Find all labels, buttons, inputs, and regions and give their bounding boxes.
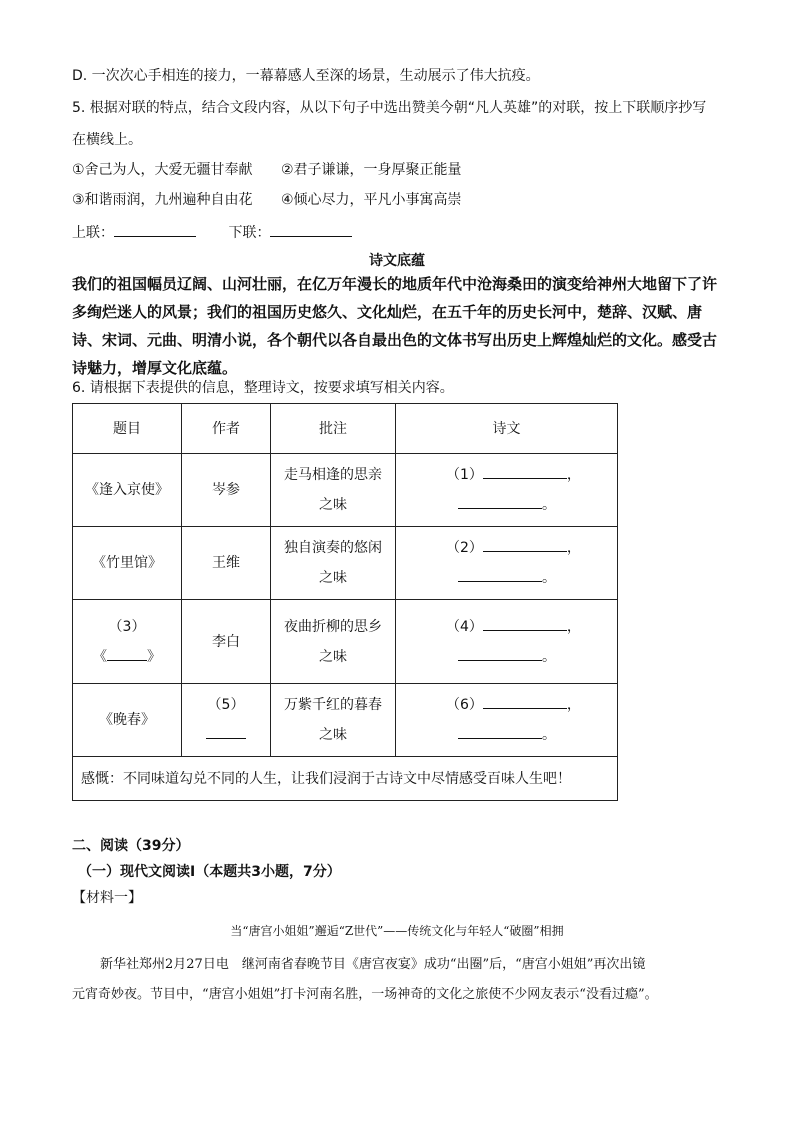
section-title: 诗文底蕴 <box>369 253 425 269</box>
article-body-line2: 元宵奇妙夜。节目中，“唐宫小姐姐”打卡河南名胜，一场神奇的文化之旅使不少网友表示“没看过瘾”。 <box>72 987 658 1002</box>
poem-lines: （2） ， 。 <box>396 527 618 600</box>
upper-couplet-label: 上联： <box>72 225 114 241</box>
poem-note: 独自演奏的悠闲 之味 <box>271 527 396 600</box>
q5-stem-line2: 在横线上。 <box>72 132 142 148</box>
answer-blank-2b[interactable] <box>458 567 542 582</box>
answer-blank-6a[interactable] <box>483 694 567 709</box>
article-body-line1: 新华社郑州2月27日电 继河南省春晚节目《唐宫夜宴》成功“出圈”后，“唐宫小姐姐”再次出镜 <box>100 957 646 972</box>
section-intro: 我们的祖国幅员辽阔、山河壮丽，在亿万年漫长的地质年代中沧海桑田的演变给神州大地留下了许多绚烂迷人的风景；我们的祖国历史悠久、文化灿烂，在五千年的历史长河中，楚辞、汉赋、唐诗、宋词、元曲、明清小说，各个朝代以各自最出色的文体书写出历史上辉煌灿烂的文化。感受古诗魅力，增厚文化底蕴。 <box>72 275 718 377</box>
answer-blank-2a[interactable] <box>483 537 567 552</box>
reading-subheading: （一）现代文阅读Ⅰ（本题共3小题，7分） <box>78 864 341 880</box>
header-title: 题目 <box>73 404 182 454</box>
poem-title: 《晚春》 <box>73 684 182 757</box>
answer-blank-6b[interactable] <box>458 724 542 739</box>
answer-blank-1b[interactable] <box>458 494 542 509</box>
table-row <box>73 684 618 757</box>
poem-author: 李白 <box>182 600 271 684</box>
answer-blank-4a[interactable] <box>483 616 567 631</box>
poem-lines: （4） ， 。 <box>396 600 618 684</box>
header-poem: 诗文 <box>396 404 618 454</box>
q5-option-2: ②君子谦谦，一身厚聚正能量 <box>281 162 462 178</box>
q6-stem: 6. 请根据下表提供的信息，整理诗文，按要求填写相关内容。 <box>72 380 454 396</box>
poem-note: 走马相逢的思亲 之味 <box>271 454 396 527</box>
poetry-table <box>72 403 618 801</box>
poem-lines: （6） ， 。 <box>396 684 618 757</box>
answer-blank-3[interactable] <box>107 646 147 661</box>
table-row <box>73 527 618 600</box>
table-row <box>73 454 618 527</box>
q5-answer-line <box>72 222 352 243</box>
answer-blank-4b[interactable] <box>458 646 542 661</box>
poem-author: 岑参 <box>182 454 271 527</box>
answer-blank-1a[interactable] <box>483 464 567 479</box>
q5-stem-line1: 5. 根据对联的特点，结合文段内容，从以下句子中选出赞美今朝“凡人英雄”的对联，按上下联顺序抄写 <box>72 100 707 116</box>
table-row <box>73 600 618 684</box>
upper-couplet-blank[interactable] <box>114 222 196 237</box>
poem-title: 《竹里馆》 <box>73 527 182 600</box>
lower-couplet-label: 下联： <box>228 225 271 241</box>
table-footer: 感慨：不同味道勾兑不同的人生，让我们浸润于古诗文中尽情感受百味人生吧！ <box>73 757 618 801</box>
poem-note: 万紫千红的暮春 之味 <box>271 684 396 757</box>
header-author: 作者 <box>182 404 271 454</box>
poem-author: 王维 <box>182 527 271 600</box>
reading-heading: 二、阅读（39分） <box>72 838 190 854</box>
q5-option-3: ③和谐雨润，九州遍种自由花 <box>72 192 253 208</box>
poem-author: （5） <box>182 684 271 757</box>
q5-option-d: D. 一次次心手相连的接力，一幕幕感人至深的场景，生动展示了伟大抗疫。 <box>72 68 540 84</box>
poem-note: 夜曲折柳的思乡 之味 <box>271 600 396 684</box>
poem-title: 《逢入京使》 <box>73 454 182 527</box>
header-note: 批注 <box>271 404 396 454</box>
material-label: 【材料一】 <box>72 890 142 906</box>
lower-couplet-blank[interactable] <box>270 222 352 237</box>
poem-title: （3） 《 》 <box>73 600 182 684</box>
article-title: 当“唐宫小姐姐”邂逅“Z世代”——传统文化与年轻人“破圈”相拥 <box>230 924 564 938</box>
q5-option-1: ①舍己为人，大爱无疆甘奉献 <box>72 162 253 178</box>
poem-lines: （1） ， 。 <box>396 454 618 527</box>
answer-blank-5[interactable] <box>206 724 246 739</box>
q5-option-4: ④倾心尽力，平凡小事寓高崇 <box>281 192 462 208</box>
